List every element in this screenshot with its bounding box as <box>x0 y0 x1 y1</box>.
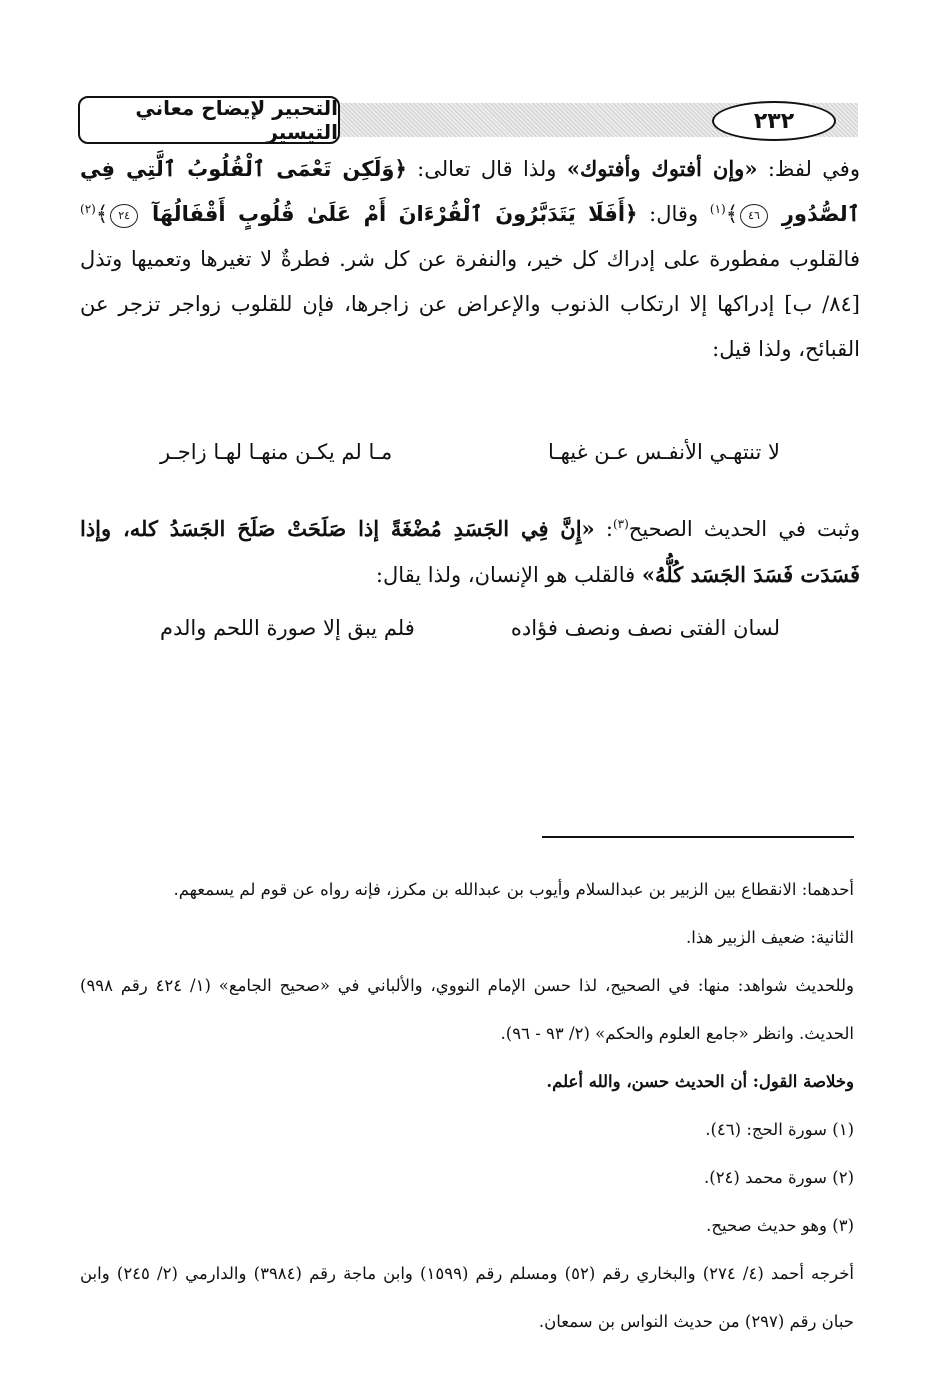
footnote-separator <box>542 836 854 838</box>
verse-hemistich-1: لسان الفتى نصف ونصف فؤاده <box>510 616 780 640</box>
poem-verse-2 <box>160 616 780 656</box>
main-text <box>80 146 860 372</box>
page-number <box>712 101 836 141</box>
verse-hemistich-2: مـا لم يكـن منهـا لهـا زاجـر <box>160 440 393 464</box>
footnote-line: (١) سورة الحج: (٤٦). <box>705 1120 854 1139</box>
text-run: فالقلب هو الإنسان، ولذا يقال: <box>375 563 642 587</box>
text-run: فالقلوب مفطورة على إدراك كل خير، والنفرة عن كل شر. فطرةٌ لا تغيرها وتعميها وتذل [٨٤/ ب] إدراكها إلا ارتكاب الذنوب والإعراض عن زاجرها، فإن للقلوب زواجر تزجر عن القبائح، ولذا قيل: <box>80 247 860 361</box>
text-run: ولذا قال تعالى: <box>406 157 567 181</box>
text-run: وثبت في الحديث الصحيح <box>628 517 860 541</box>
running-title <box>78 96 340 144</box>
quran-verse: ﴿أَفَلَا يَتَدَبَّرُونَ ٱلْقُرْءَانَ أَمْ عَلَىٰ قُلُوبٍ أَقْفَالُهَآ <box>151 202 638 226</box>
hadith-quote: «إِنَّ فِي الجَسَدِ مُضْغَةً إذا صَلَحَتْ صَلَحَ الجَسَدُ كله، وإذا فَسَدَت فَسَدَ الجَسَد كُلُّهُ» <box>80 516 860 587</box>
footnote-line: وخلاصة القول: أن الحديث حسن، والله أعلم. <box>546 1072 854 1091</box>
poem-verse-1 <box>160 440 780 480</box>
page-number-text: ٢٣٢ <box>753 108 795 134</box>
text-run: وقال: <box>637 202 710 226</box>
ayah-marker: ٢٤ <box>110 204 138 228</box>
footnote-ref: (٣) <box>612 517 629 531</box>
footnote-ref: (١) <box>709 202 726 216</box>
paragraph-2 <box>80 506 860 598</box>
paragraph-1: وفي لفظ: «وإن أفتوك وأفتوك» ولذا قال تعالى: ﴿وَلَكِن تَعْمَى ٱلْقُلُوبُ ٱلَّتِي فِي ٱلصُّدُورِ ٤٦﴾$^{(١)}$ وقال: ﴿أَفَلَا يَتَدَبَّرُونَ ٱلْقُرْءَانَ أَمْ عَلَىٰ قُلُوبٍ أَقْفَالُهَآ ٢٤﴾$^{(٢)}$ فالقلوب مفطورة على إدراك كل خير، والنفرة عن كل شر. فطرةٌ لا تغيرها وتعميها وتذل [٨٤/ ب] إدراكها إلا ارتكاب الذنوب والإعراض عن زاجرها، فإن للقلوب زواجر تزجر عن القبائح، ولذا قيل: <box>80 156 860 361</box>
footnote-line: أخرجه أحمد (٤/ ٢٧٤) والبخاري رقم (٥٢) ومسلم رقم (١٥٩٩) وابن ماجة رقم (٣٩٨٤) والدارمي (٢/ ٢٤٥) وابن حبان رقم (٢٩٧) من حديث النواس بن سمعان. <box>80 1264 854 1331</box>
text-run: وفي لفظ: <box>757 157 860 181</box>
running-title-text: التحبير لإيضاح معاني التيسير <box>135 96 338 144</box>
footnote-line: (٢) سورة محمد (٢٤). <box>704 1168 854 1187</box>
footnote-line: الثانية: ضعيف الزبير هذا. <box>686 928 854 947</box>
footnote-line: أحدهما: الانقطاع بين الزبير بن عبدالسلام وأيوب بن عبدالله بن مكرز، فإنه رواه عن قوم لم يسمعهم. <box>173 880 854 899</box>
footnote-ref: (٢) <box>80 202 96 216</box>
verse-hemistich-2: فلم يبق إلا صورة اللحم والدم <box>160 616 415 640</box>
quran-verse: ﴿وَلَكِن تَعْمَى ٱلْقُلُوبُ ٱلَّتِي فِي ٱلصُّدُورِ <box>80 157 860 226</box>
text-run: : <box>594 517 613 541</box>
verse-hemistich-1: لا تنتهـي الأنفـس عـن غيهـا <box>548 440 780 464</box>
footnote-line: وللحديث شواهد: منها: في الصحيح، لذا حسن الإمام النووي، والألباني في «صحيح الجامع» (١/ ٤٢٤ رقم ٩٩٨) الحديث. وانظر «جامع العلوم والحكم» (٢/ ٩٣ - ٩٦). <box>80 976 854 1043</box>
footnote-line: (٣) وهو حديث صحيح. <box>706 1216 854 1235</box>
ayah-marker: ٤٦ <box>740 204 768 228</box>
footnotes <box>80 866 854 1346</box>
hadith-quote: «وإن أفتوك وأفتوك» <box>566 156 758 181</box>
